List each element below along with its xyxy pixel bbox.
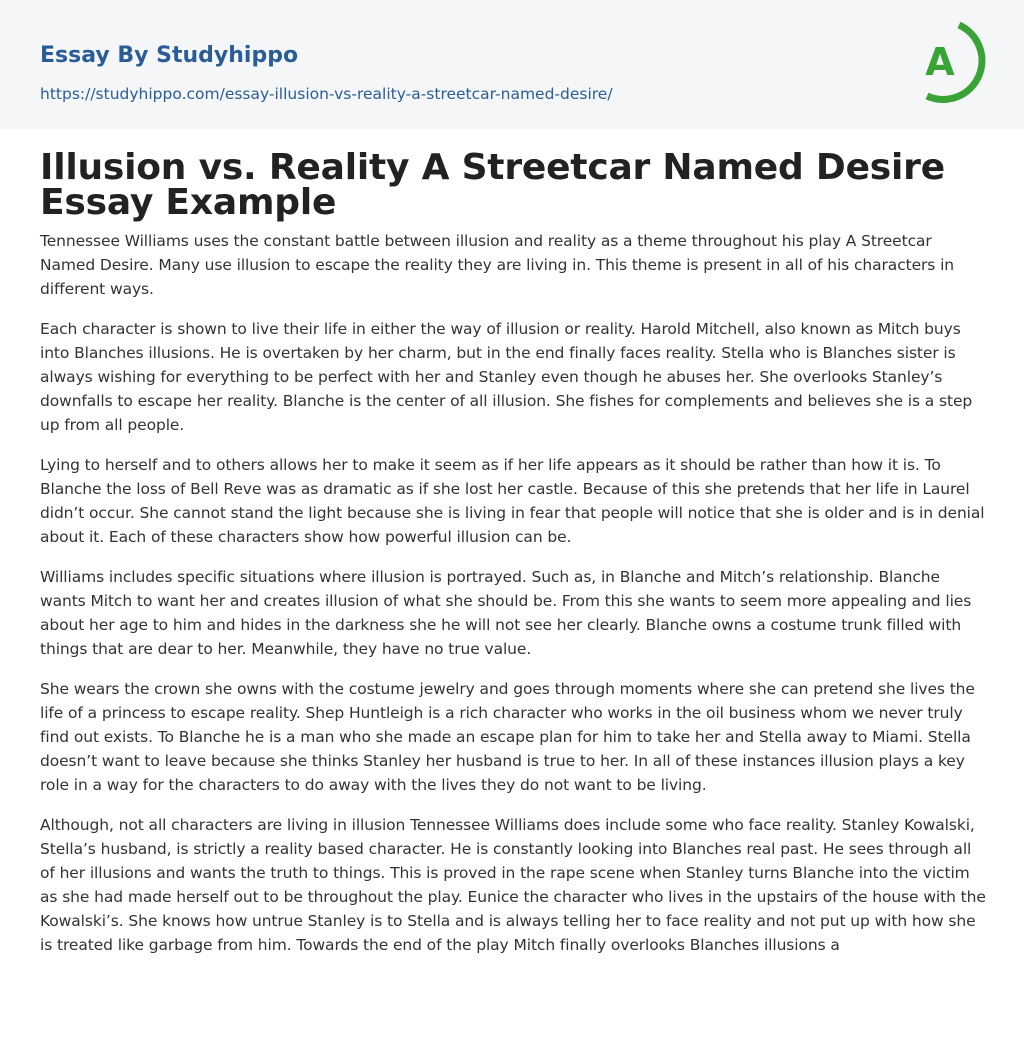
- essay-title: Illusion vs. Reality A Streetcar Named Desire Essay Example: [40, 147, 945, 223]
- source-url-link[interactable]: https://studyhippo.com/essay-illusion-vs-reality-a-streetcar-named-desire/: [40, 85, 613, 103]
- essay-paragraph: Tennessee Williams uses the constant battle between illusion and reality as a theme throughout his play A Streetcar Named Desire. Many use illusion to escape the reality they are living in. This theme is present in all of his characters in different ways.: [40, 232, 955, 298]
- logo-letter: A: [925, 40, 955, 84]
- essay-paragraph: Lying to herself and to others allows her to make it seem as if her life appears as it should be rather than how it is. To Blanche the loss of Bell Reve was as dramatic as if she lost her castle. Because of this she pretends that her life in Laurel didn’t occur. She cannot stand the light because she is living in fear that people will notice that she is older and is in denial about it. Each of these characters show how powerful illusion can be.: [40, 456, 985, 546]
- essay-paragraph: Williams includes specific situations where illusion is portrayed. Such as, in Blanche and Mitch’s relationship. Blanche wants Mitch to want her and creates illusion of what she should be. From this she wants to seem more appealing and lies about her age to him and hides in the darkness she he will not see her clearly. Blanche owns a costume trunk filled with things that are dear to her. Meanwhile, they have no true value.: [40, 568, 972, 658]
- essay-paragraph: Although, not all characters are living in illusion Tennessee Williams does include some who face reality. Stanley Kowalski, Stella’s husband, is strictly a reality based character. He is constantly looking into Blanches real past. He sees through all of her illusions and wants the truth to things. This is proved in the rape scene when Stanley turns Blanche into the victim as she had made herself out to be throughout the play. Eunice the character who lives in the upstairs of the house with the Kowalski’s. She knows how untrue Stanley is to Stella and is always telling her to face reality and not put up with how she is treated like garbage from him. Towards the end of the play Mitch finally overlooks Blanches illusions a: [40, 816, 986, 954]
- essay-paragraph: She wears the crown she owns with the costume jewelry and goes through moments where she can pretend she lives the life of a princess to escape reality. Shep Huntleigh is a rich character who works in the oil business whom we never truly find out exists. To Blanche he is a man who she made an escape plan for him to take her and Stella away to Miami. Stella doesn’t want to leave because she thinks Stanley her husband is true to her. In all of these instances illusion plays a key role in a way for the characters to do away with the lives they do not want to be living.: [40, 680, 975, 794]
- brand-title: Essay By Studyhippo: [40, 43, 299, 68]
- essay-paragraph: Each character is shown to live their life in either the way of illusion or reality. Harold Mitchell, also known as Mitch buys into Blanches illusions. He is overtaken by her charm, but in the end finally faces reality. Stella who is Blanches sister is always wishing for everything to be perfect with her and Stanley even though he abuses her. She overlooks Stanley’s downfalls to escape her reality. Blanche is the center of all illusion. She fishes for complements and believes she is a step up from all people.: [40, 320, 973, 434]
- essay-body: [40, 229, 986, 973]
